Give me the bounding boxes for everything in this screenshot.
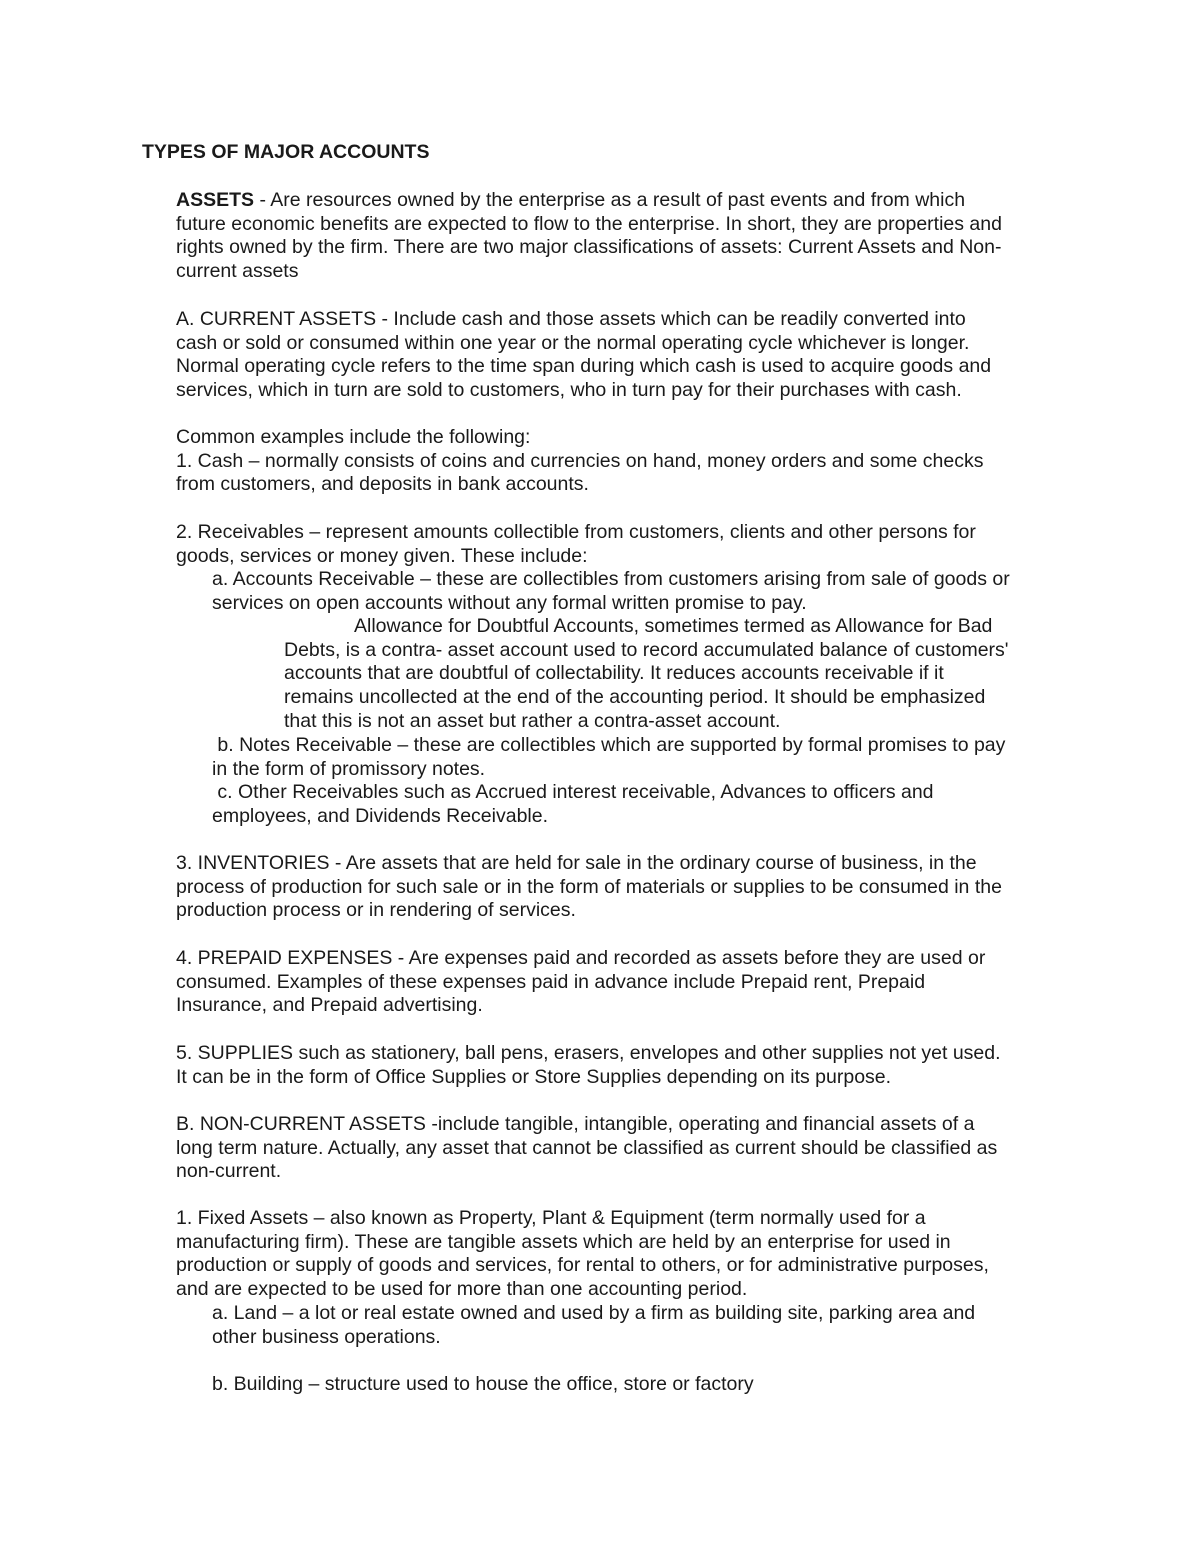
fixed-assets-line-1: 1. Fixed Assets – also known as Property, Plant & Equipment (term normally used for a bbox=[176, 1207, 926, 1229]
allowance-line-5: that this is not an asset but rather a contra-asset account. bbox=[284, 709, 781, 732]
land-line-2: other business operations. bbox=[212, 1325, 441, 1348]
document-title: TYPES OF MAJOR ACCOUNTS bbox=[142, 141, 430, 163]
fixed-assets-paragraph bbox=[176, 1207, 1066, 1302]
supplies-paragraph bbox=[176, 1042, 1066, 1089]
assets-line-3: rights owned by the firm. There are two major classifications of assets: Current Assets and Non- bbox=[176, 236, 1002, 259]
receivables-line-1: 2. Receivables – represent amounts collectible from customers, clients and other persons for bbox=[176, 521, 976, 543]
examples-paragraph bbox=[176, 426, 1066, 497]
receivables-line-2: goods, services or money given. These include: bbox=[176, 544, 588, 567]
notes-receivable-paragraph bbox=[212, 734, 1072, 781]
fixed-assets-line-2: manufacturing firm). These are tangible assets which are held by an enterprise for used in bbox=[176, 1230, 951, 1253]
current-assets-line-1: A. CURRENT ASSETS - Include cash and those assets which can be readily converted into bbox=[176, 308, 966, 330]
inventories-paragraph bbox=[176, 852, 1066, 923]
current-assets-line-3: Normal operating cycle refers to the time span during which cash is used to acquire goods and bbox=[176, 355, 992, 378]
current-assets-line-4: services, which in turn are sold to customers, who in turn pay for their purchases with cash. bbox=[176, 379, 962, 402]
building-line-1: b. Building – structure used to house the office, store or factory bbox=[212, 1373, 754, 1395]
allowance-paragraph bbox=[284, 615, 1044, 734]
noncurrent-line-3: non-current. bbox=[176, 1160, 282, 1183]
cash-line-1: 1. Cash – normally consists of coins and currencies on hand, money orders and some checks bbox=[176, 449, 984, 472]
allowance-line-2: Debts, is a contra- asset account used to record accumulated balance of customers' bbox=[284, 638, 1009, 661]
fixed-assets-line-3: production or supply of goods and services, for rental to others, or for administrative purposes, bbox=[176, 1254, 989, 1277]
notes-receivable-line-2: in the form of promissory notes. bbox=[212, 757, 486, 780]
noncurrent-assets-paragraph bbox=[176, 1113, 1066, 1184]
supplies-line-1: 5. SUPPLIES such as stationery, ball pens, erasers, envelopes and other supplies not yet used. bbox=[176, 1042, 1001, 1064]
prepaid-line-3: Insurance, and Prepaid advertising. bbox=[176, 994, 483, 1017]
other-receivables-line-2: employees, and Dividends Receivable. bbox=[212, 804, 549, 827]
inventories-line-2: process of production for such sale or in the form of materials or supplies to be consumed in the bbox=[176, 875, 1002, 898]
accounts-receivable-line-2: services on open accounts without any formal written promise to pay. bbox=[212, 591, 807, 614]
inventories-line-3: production process or in rendering of services. bbox=[176, 899, 576, 922]
notes-receivable-line-1: b. Notes Receivable – these are collectibles which are supported by formal promises to pay bbox=[212, 734, 1006, 756]
accounts-receivable-paragraph bbox=[212, 568, 1072, 615]
allowance-line-4: remains uncollected at the end of the accounting period. It should be emphasized bbox=[284, 686, 986, 709]
examples-line-1: Common examples include the following: bbox=[176, 426, 531, 448]
other-receivables-paragraph bbox=[212, 781, 1072, 828]
prepaid-expenses-paragraph bbox=[176, 947, 1066, 1018]
allowance-line-1: Allowance for Doubtful Accounts, sometimes termed as Allowance for Bad bbox=[354, 615, 993, 637]
assets-paragraph bbox=[176, 189, 1066, 284]
current-assets-line-2: cash or sold or consumed within one year or the normal operating cycle whichever is longer. bbox=[176, 331, 970, 354]
supplies-line-2: It can be in the form of Office Supplies or Store Supplies depending on its purpose. bbox=[176, 1065, 892, 1088]
assets-line-2: future economic benefits are expected to flow to the enterprise. In short, they are properties and bbox=[176, 212, 1002, 235]
inventories-line-1: 3. INVENTORIES - Are assets that are held for sale in the ordinary course of business, in the bbox=[176, 852, 977, 874]
assets-line-4: current assets bbox=[176, 260, 299, 283]
assets-line-1 bbox=[176, 189, 1066, 213]
cash-line-2: from customers, and deposits in bank accounts. bbox=[176, 473, 589, 496]
land-line-1: a. Land – a lot or real estate owned and used by a firm as building site, parking area and bbox=[212, 1302, 976, 1324]
current-assets-paragraph bbox=[176, 308, 1066, 403]
other-receivables-line-1: c. Other Receivables such as Accrued interest receivable, Advances to officers and bbox=[212, 781, 934, 803]
prepaid-line-2: consumed. Examples of these expenses paid in advance include Prepaid rent, Prepaid bbox=[176, 970, 926, 993]
receivables-paragraph bbox=[176, 521, 1066, 568]
building-paragraph bbox=[212, 1373, 1072, 1397]
allowance-line-3: accounts that are doubtful of collectability. It reduces accounts receivable if it bbox=[284, 662, 944, 685]
land-paragraph bbox=[212, 1302, 1072, 1349]
fixed-assets-line-4: and are expected to be used for more than one accounting period. bbox=[176, 1278, 748, 1301]
assets-line-1-text: - Are resources owned by the enterprise as a result of past events and from which bbox=[254, 189, 966, 211]
accounts-receivable-line-1: a. Accounts Receivable – these are collectibles from customers arising from sale of goods or bbox=[212, 568, 1010, 590]
prepaid-line-1: 4. PREPAID EXPENSES - Are expenses paid and recorded as assets before they are used or bbox=[176, 947, 986, 969]
noncurrent-line-1: B. NON-CURRENT ASSETS -include tangible, intangible, operating and financial assets of a bbox=[176, 1113, 975, 1135]
noncurrent-line-2: long term nature. Actually, any asset that cannot be classified as current should be classified as bbox=[176, 1136, 998, 1159]
assets-heading: ASSETS bbox=[176, 189, 255, 211]
